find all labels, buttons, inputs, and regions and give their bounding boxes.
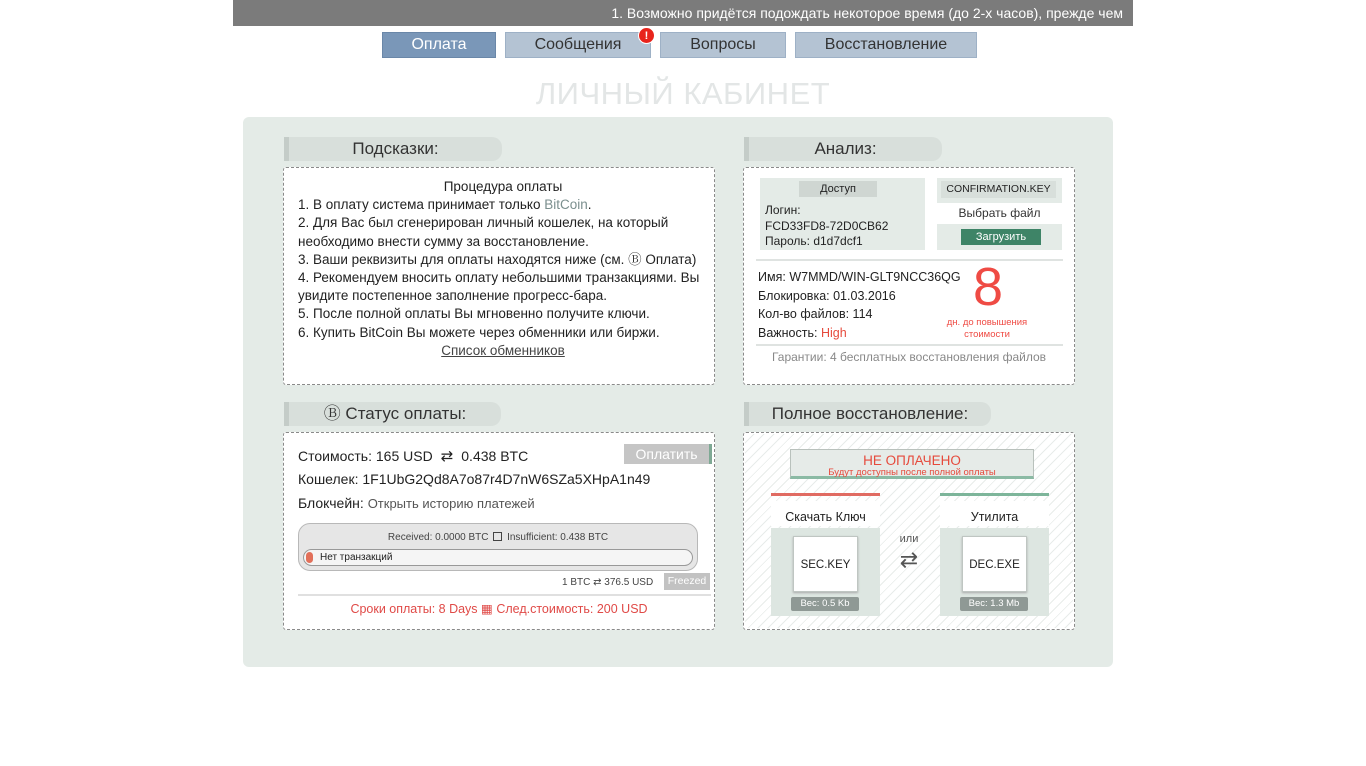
dec-exe-file[interactable]: DEC.EXE (962, 536, 1027, 592)
upload-button[interactable]: Загрузить (961, 229, 1041, 245)
key-line (771, 493, 880, 496)
days-left-note: дн. до повышения стоимости (946, 317, 1028, 340)
analysis-box (743, 167, 1075, 385)
tab-recovery[interactable]: Восстановление (795, 32, 977, 58)
ticker-text: 1. Возможно придётся подождать некоторое время (до 2-х часов), прежде чем (611, 5, 1123, 21)
progress-fill (306, 552, 313, 563)
importance-value: High (820, 325, 847, 340)
tab-questions[interactable]: Вопросы (660, 32, 786, 58)
sec-key-file[interactable]: SEC.KEY (793, 536, 858, 592)
cost-btc: 0.438 BTC (461, 448, 529, 464)
swap-arrows-icon: ⇄ (899, 547, 919, 572)
days-left-counter: 8 (972, 257, 1004, 317)
pay-button[interactable]: Оплатить (624, 444, 712, 464)
hint-1: 1. В оплату система принимает только BitCoin. (298, 197, 592, 213)
password-line: Пароль: d1d7dcf1 (765, 234, 863, 248)
key-file-title: CONFIRMATION.KEY (941, 181, 1056, 198)
insufficient-amount: Insufficient: 0.438 BTC (507, 532, 609, 543)
swap-icon: ⇄ (440, 448, 454, 465)
payment-status-heading: Ⓑ Статус оплаты: (284, 402, 501, 426)
tab-payment[interactable]: Оплата (382, 32, 496, 58)
square-icon (493, 532, 502, 541)
full-restore-heading: Полное восстановление: (744, 402, 991, 426)
cost-line: Стоимость: 165 USD ⇄ 0.438 BTC (298, 448, 529, 465)
cabinet-panel (243, 117, 1113, 667)
analysis-heading: Анализ: (744, 137, 942, 161)
guarantee-text: Гарантии: 4 бесплатных восстановления файлов (771, 350, 1047, 364)
next-cost: След.стоимость: 200 USD (496, 602, 648, 616)
hint-4: 4. Рекомендуем вносить оплату небольшими транзакциями. Вы увидите постепенное заполнение прогресс-бара. (298, 270, 700, 304)
divider (298, 594, 711, 596)
hint-2: 2. Для Вас был сгенерирован личный кошелек, на который необходимо внести сумму за восстановление. (298, 215, 669, 249)
or-text: или (899, 533, 919, 545)
messages-notification-badge: ! (638, 27, 655, 44)
payment-box (283, 432, 715, 630)
payment-history-link[interactable]: Открыть историю платежей (367, 496, 535, 511)
login-value: FCD33FD8-72D0CB62 (765, 218, 889, 233)
divider (756, 259, 1063, 261)
not-paid-text: НЕ ОПЛАЧЕНО (863, 453, 961, 468)
hint-3: 3. Ваши реквизиты для оплаты находятся ниже (см. Ⓑ Оплата) (298, 251, 697, 267)
exchangers-link[interactable]: Список обменников (441, 342, 565, 358)
importance-line: Важность: High (758, 325, 847, 340)
hints-title: Процедура оплаты (443, 179, 563, 194)
notice-ticker (233, 0, 1133, 26)
files-line: Кол-во файлов: 114 (758, 307, 873, 321)
not-paid-status (790, 449, 1034, 479)
utility-column (940, 493, 1049, 617)
machine-info (758, 268, 961, 342)
calendar-icon: ▦ (481, 602, 493, 616)
sec-key-size: Вес: 0.5 Kb (791, 597, 859, 611)
payment-deadline: Сроки оплаты: 8 Days ▦ След.стоимость: 200 USD (350, 602, 648, 616)
wallet-address: 1F1UbG2Qd8A7o87r4D7nW6SZa5XHpA1n49 (362, 471, 651, 487)
key-upload-panel (937, 178, 1062, 250)
download-key-column (771, 493, 880, 617)
access-title: Доступ (799, 181, 877, 197)
page-title: ЛИЧНЫЙ КАБИНЕТ (535, 76, 831, 111)
bitcoin-text: BitCoin (544, 197, 588, 213)
tab-messages[interactable]: Сообщения (505, 32, 651, 58)
name-line: Имя: W7MMD/WIN-GLT9NCC36QG (758, 270, 961, 284)
no-transactions-text: Нет транзакций (320, 552, 393, 563)
restore-box (743, 432, 1075, 630)
freezed-badge: Freezed (664, 573, 710, 590)
exchange-rate: 1 BTC ⇄ 376.5 USD (562, 577, 654, 588)
hints-heading: Подсказки: (284, 137, 502, 161)
password-value: d1d7dcf1 (813, 234, 863, 248)
wallet-line: Кошелек: 1F1UbG2Qd8A7o87r4D7nW6SZa5XHpA1n49 (298, 471, 651, 487)
not-paid-note: Будут доступны после полной оплаты (828, 467, 996, 478)
hint-6: 6. Купить BitCoin Вы можете через обменники или биржи. (298, 324, 660, 340)
blockchain-line: Блокчейн: Открыть историю платежей (298, 495, 535, 511)
download-key-label: Скачать Ключ (771, 501, 880, 526)
progress-summary (299, 532, 697, 543)
progress-bar (303, 549, 693, 566)
hint-5: 5. После полной оплаты Вы мгновенно получите ключи. (298, 306, 650, 322)
util-line (940, 493, 1049, 496)
lock-line: Блокировка: 01.03.2016 (758, 288, 896, 303)
access-panel (760, 178, 925, 250)
utility-label: Утилита (940, 501, 1049, 526)
divider (756, 344, 1063, 346)
dec-exe-size: Вес: 1.3 Mb (960, 597, 1028, 611)
received-amount: Received: 0.0000 BTC (387, 532, 489, 543)
login-label: Логин: (765, 203, 801, 217)
payment-progress (298, 523, 698, 571)
cost-usd: 165 USD (375, 448, 433, 464)
hints-box (283, 167, 715, 385)
choose-file-button[interactable]: Выбрать файл (937, 203, 1062, 224)
